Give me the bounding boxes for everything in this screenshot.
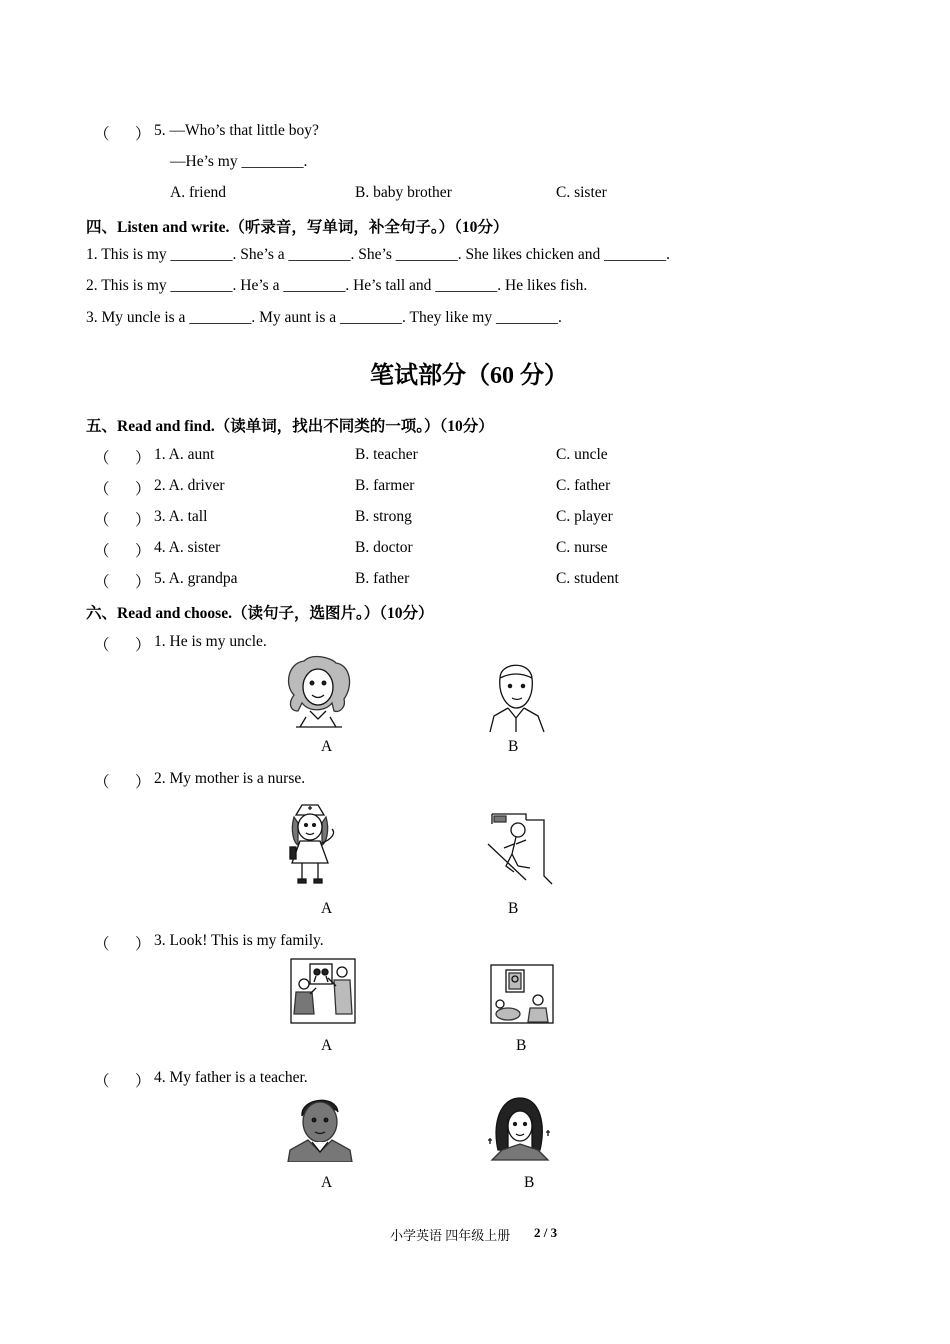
option-label-a: A	[321, 1037, 333, 1054]
option-a: 2. A. driver	[154, 477, 225, 494]
option-c: C. student	[556, 570, 619, 587]
answer-paren-open: （	[94, 126, 110, 143]
answer-paren-open: （	[94, 574, 110, 591]
answer-paren-open: （	[94, 1073, 110, 1090]
option-label-a: A	[321, 1174, 333, 1191]
option-label-b: B	[524, 1174, 535, 1191]
option-label-b: B	[508, 738, 519, 755]
option-label-b: B	[508, 900, 519, 917]
footer-subject: 小学英语 四年级上册	[390, 1228, 511, 1243]
option-c: C. father	[556, 477, 611, 494]
answer-paren-close: ）	[135, 481, 151, 498]
answer-paren-open: （	[94, 637, 110, 654]
answer-line: —He’s my ________.	[170, 153, 308, 170]
option-c: C. player	[556, 508, 613, 525]
family-photo-on-wall-image	[290, 958, 356, 1024]
option-c: C. nurse	[556, 539, 608, 556]
answer-paren-open: （	[94, 481, 110, 498]
option-label-b: B	[516, 1037, 527, 1054]
answer-paren-open: （	[94, 543, 110, 560]
page-number: 2 / 3	[534, 1225, 558, 1240]
option-a: 1. A. aunt	[154, 446, 215, 463]
question-text: 4. My father is a teacher.	[154, 1069, 308, 1086]
option-b: B. teacher	[355, 446, 418, 463]
question-text: 3. Look! This is my family.	[154, 932, 324, 949]
part-title: 笔试部分（60 分）	[370, 363, 568, 389]
fill-line: 1. This is my ________. She’s a ________. She’s ________. She likes chicken and ________.	[86, 246, 670, 263]
option-b: B. doctor	[355, 539, 413, 556]
option-label-a: A	[321, 738, 333, 755]
question-text: 1. He is my uncle.	[154, 633, 267, 650]
section-title: 六、Read and choose.（读句子，选图片。）（10分）	[86, 605, 434, 622]
option-a: A. friend	[170, 184, 226, 201]
answer-paren-open: （	[94, 774, 110, 791]
option-a: 3. A. tall	[154, 508, 208, 525]
fill-line: 3. My uncle is a ________. My aunt is a ________. They like my ________.	[86, 309, 562, 326]
answer-paren-open: （	[94, 512, 110, 529]
answer-paren-close: ）	[135, 126, 151, 143]
section-title: 五、Read and find.（读单词，找出不同类的一项。）（10分）	[86, 418, 494, 435]
boy-jumping-out-door-image	[486, 810, 554, 886]
answer-paren-open: （	[94, 450, 110, 467]
nurse-image	[282, 803, 340, 885]
option-a: 4. A. sister	[154, 539, 221, 556]
family-portrait-room-image	[490, 964, 554, 1024]
option-c: C. sister	[556, 184, 607, 201]
section-title: 四、Listen and write.（听录音，写单词，补全句子。）（10分）	[86, 219, 509, 236]
answer-paren-close: ）	[135, 512, 151, 529]
option-b: B. baby brother	[355, 184, 452, 201]
answer-paren-close: ）	[135, 637, 151, 654]
fill-line: 2. This is my ________. He’s a ________. He’s tall and ________. He likes fish.	[86, 277, 588, 294]
option-b: B. strong	[355, 508, 412, 525]
question-text: 2. My mother is a nurse.	[154, 770, 306, 787]
answer-paren-close: ）	[135, 574, 151, 591]
answer-paren-close: ）	[135, 543, 151, 560]
answer-paren-close: ）	[135, 450, 151, 467]
option-b: B. farmer	[355, 477, 415, 494]
question-text: 5. —Who’s that little boy?	[154, 122, 319, 139]
woman-curly-hair-image	[282, 655, 354, 729]
option-label-a: A	[321, 900, 333, 917]
option-b: B. father	[355, 570, 410, 587]
woman-long-hair-image	[486, 1094, 554, 1162]
answer-paren-close: ）	[135, 1073, 151, 1090]
option-c: C. uncle	[556, 446, 608, 463]
option-a: 5. A. grandpa	[154, 570, 238, 587]
answer-paren-open: （	[94, 936, 110, 953]
answer-paren-close: ）	[135, 936, 151, 953]
answer-paren-close: ）	[135, 774, 151, 791]
man-dark-hair-image	[286, 1094, 356, 1162]
man-short-hair-image	[486, 656, 546, 732]
